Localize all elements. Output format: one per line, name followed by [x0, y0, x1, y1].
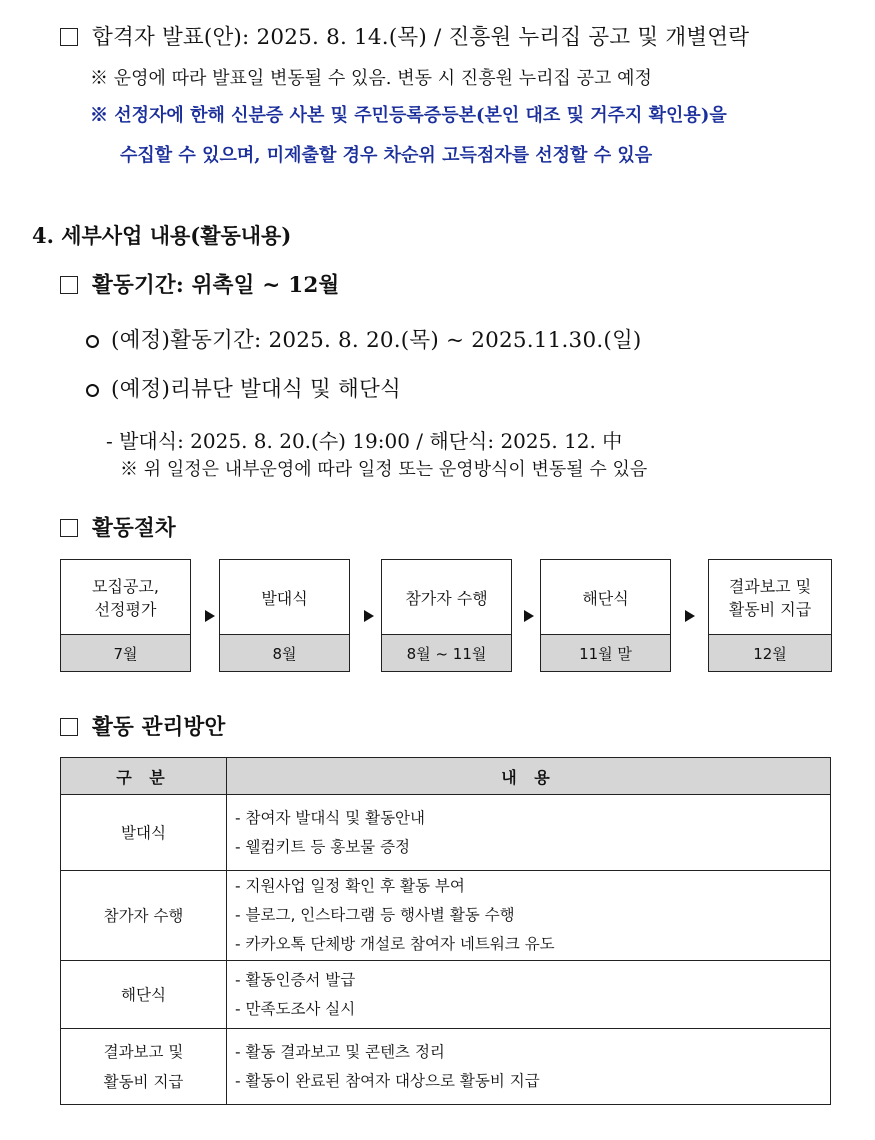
arrow-right-icon: [685, 610, 695, 622]
circle-bullet-icon: [86, 335, 99, 348]
row-item: - 참여자 발대식 및 활동안내: [235, 808, 426, 827]
procedure-heading: [60, 511, 176, 542]
announce-text: 합격자 발표(안): 2025. 8. 14.(목) / 진흥원 누리집 공고 및 개별연락: [92, 25, 750, 50]
announce-note-2a: ※ 선정자에 한해 신분증 사본 및 주민등록증등본(본인 대조 및 거주지 확인용)을: [90, 105, 727, 126]
step-month: 8월 ~ 11월: [382, 634, 511, 671]
row-content: [227, 961, 831, 1029]
circle-bullet-icon: [86, 384, 99, 397]
announce-note-2b: 수집할 수 있으며, 미제출할 경우 차순위 고득점자를 선정할 수 있음: [120, 145, 653, 166]
row-item: - 만족도조사 실시: [235, 999, 356, 1018]
procedure-step: [540, 559, 671, 672]
table-row: [61, 795, 831, 871]
procedure-heading-text: 활동절차: [92, 516, 176, 541]
procedure-step: [219, 559, 350, 672]
checkbox-icon: [60, 718, 78, 736]
arrow-right-icon: [364, 610, 374, 622]
announce-line: [60, 20, 749, 51]
period-heading-text: 활동기간: 위촉일 ~ 12월: [92, 273, 340, 298]
procedure-step: [60, 559, 191, 672]
management-heading-text: 활동 관리방안: [92, 715, 226, 740]
step-label: 발대식: [261, 588, 308, 608]
bullet-ceremony: [86, 372, 401, 403]
announce-note-1: ※ 운영에 따라 발표일 변동될 수 있음. 변동 시 진흥원 누리집 공고 예정: [90, 68, 652, 89]
row-content: [227, 795, 831, 871]
checkbox-icon: [60, 28, 78, 46]
table-row: [61, 871, 831, 961]
bullet-period-text: (예정)활동기간: 2025. 8. 20.(목) ~ 2025.11.30.(일): [111, 328, 642, 353]
bullet-period: [86, 323, 642, 354]
checkbox-icon: [60, 276, 78, 294]
ceremony-note: ※ 위 일정은 내부운영에 따라 일정 또는 운영방식이 변동될 수 있음: [120, 459, 648, 480]
ceremony-dates: - 발대식: 2025. 8. 20.(수) 19:00 / 해단식: 2025. 12. 中: [106, 429, 623, 453]
row-item: - 웰컴키트 등 홍보물 증정: [235, 837, 411, 856]
table-row: [61, 961, 831, 1029]
header-content: 내 용: [227, 758, 831, 795]
procedure-step: [381, 559, 512, 672]
step-month: 8월: [220, 634, 349, 671]
section-title: 4. 세부사업 내용(활동내용): [32, 223, 292, 248]
row-item: - 활동인증서 발급: [235, 970, 356, 989]
row-item: - 블로그, 인스타그램 등 행사별 활동 수행: [235, 906, 515, 924]
step-month: 12월: [709, 634, 831, 671]
header-category: 구 분: [61, 758, 227, 795]
procedure-step: [708, 559, 832, 672]
row-content: [227, 871, 831, 961]
step-label: 해단식: [582, 588, 629, 608]
row-category: 결과보고 및 활동비 지급: [61, 1029, 227, 1105]
checkbox-icon: [60, 519, 78, 537]
step-month: 7월: [61, 634, 190, 671]
row-item: - 지원사업 일정 확인 후 활동 부여: [235, 877, 465, 895]
step-label: 참가자 수행: [405, 588, 488, 608]
row-category: 발대식: [61, 795, 227, 871]
row-content: [227, 1029, 831, 1105]
row-item: - 카카오톡 단체방 개설로 참여자 네트워크 유도: [235, 935, 555, 953]
step-month: 11월 말: [541, 634, 670, 671]
row-item: - 활동 결과보고 및 콘텐츠 정리: [235, 1042, 445, 1061]
bullet-ceremony-text: (예정)리뷰단 발대식 및 해단식: [111, 377, 401, 402]
row-category: 참가자 수행: [61, 871, 227, 961]
management-heading: [60, 710, 226, 741]
row-category: 해단식: [61, 961, 227, 1029]
row-item: - 활동이 완료된 참여자 대상으로 활동비 지급: [235, 1071, 540, 1090]
step-label: 결과보고 및 활동비 지급: [728, 577, 812, 619]
step-label: 모집공고, 선정평가: [92, 577, 159, 619]
arrow-right-icon: [524, 610, 534, 622]
table-header-row: [61, 758, 831, 795]
arrow-right-icon: [205, 610, 215, 622]
table-row: [61, 1029, 831, 1105]
management-table: [60, 757, 831, 1105]
period-heading: [60, 268, 339, 299]
